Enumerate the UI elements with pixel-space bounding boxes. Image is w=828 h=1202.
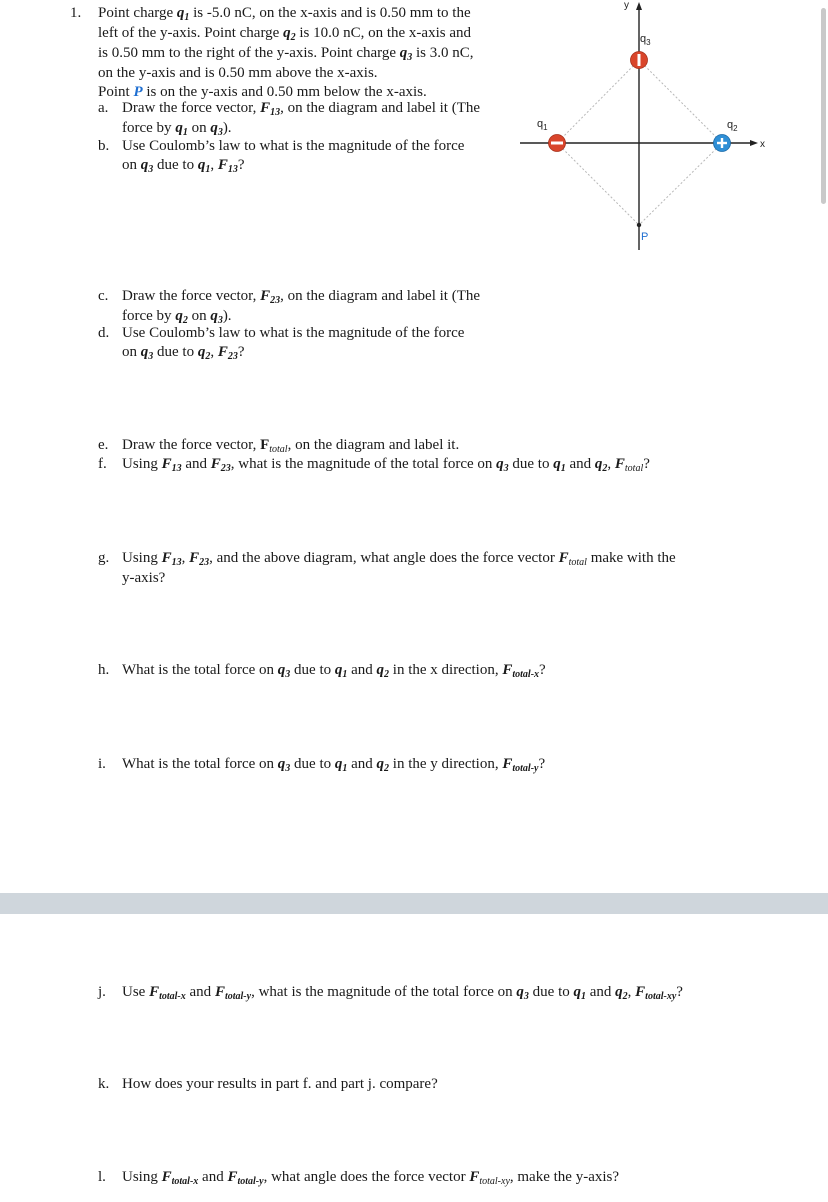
question-e: e. Draw the force vector, $F_{total}$, on the diagram and label it. bbox=[98, 437, 460, 455]
point-p bbox=[637, 223, 641, 227]
question-a: a. Draw the force vector, $F_{13}$, on the diagram and label it (The force by $q_1$ on $q_3$). bbox=[98, 100, 481, 138]
x-axis-label: x bbox=[760, 139, 765, 150]
question-d: d. Use Coulomb’s law to what is the magnitude of the force on $q_3$ due to $q_2$, $F_{23}$? bbox=[98, 325, 465, 362]
question-g: g. Using $F_{13}$, $F_{23}$, and the above diagram, what angle does the force vector $F_{total}$ make with the y-axis? bbox=[98, 550, 676, 586]
charge-diagram bbox=[520, 0, 770, 250]
scrollbar-thumb[interactable] bbox=[821, 8, 826, 204]
problem-intro bbox=[70, 4, 520, 102]
question-b: b. Use Coulomb’s law to what is the magnitude of the force on $q_3$ due to $q_1$, $F_{13}$? bbox=[98, 138, 465, 175]
q3-label: $q_3$ bbox=[640, 33, 651, 47]
question-c: c. Draw the force vector, $F_{23}$, on the diagram and label it (The force by $q_2$ on $q_3$). bbox=[98, 288, 481, 326]
y-axis-label: y bbox=[624, 0, 629, 11]
point-p-label: P bbox=[641, 231, 649, 243]
q1-label: $q_1$ bbox=[537, 118, 548, 132]
intro-line-2: left of the y-axis. Point charge $q_2$ is 10.0 nC, on the x-axis and bbox=[98, 25, 471, 43]
page-break-band bbox=[0, 893, 828, 914]
question-l: l. Using $F_{total-x}$ and $F_{total-y}$, what angle does the force vector $F_{total-xy}$, make the y-axis? bbox=[98, 1169, 620, 1187]
question-i: i. What is the total force on $q_3$ due to $q_1$ and $q_2$ in the y direction, $F_{total-y}$? bbox=[98, 756, 546, 774]
q1-minus-sign bbox=[551, 142, 563, 145]
question-j: j. Use $F_{total-x}$ and $F_{total-y}$, what is the magnitude of the total force on $q_3$ due to $q_1$ and $q_2$, $F_{total-xy}$? bbox=[98, 984, 683, 1002]
intro-line-4: on the y-axis and is 0.50 mm above the x-axis. bbox=[98, 65, 378, 81]
question-k: k. How does your results in part f. and part j. compare? bbox=[98, 1076, 438, 1092]
x-axis-arrow bbox=[750, 140, 758, 146]
scrollbar[interactable] bbox=[818, 0, 828, 210]
intro-line-5: Point P is on the y-axis and 0.50 mm below the x-axis. bbox=[98, 84, 427, 100]
problem-number: 1. bbox=[70, 5, 82, 21]
question-f: f. Using $F_{13}$ and $F_{23}$, what is the magnitude of the total force on $q_3$ due to $q_1$ and $q_2$, $F_{total}$? bbox=[98, 456, 650, 474]
y-axis-arrow bbox=[636, 2, 642, 10]
intro-line-1: Point charge $q_1$ is -5.0 nC, on the x-axis and is 0.50 mm to the bbox=[98, 5, 471, 23]
q3-minus-sign bbox=[638, 54, 641, 66]
q2-label: $q_2$ bbox=[727, 119, 738, 133]
question-h: h. What is the total force on $q_3$ due to $q_1$ and $q_2$ in the x direction, $F_{total-x}$? bbox=[98, 662, 546, 680]
intro-line-3: is 0.50 mm to the right of the y-axis. Point charge $q_3$ is 3.0 nC, bbox=[98, 45, 474, 63]
q2-plus-v bbox=[721, 138, 723, 148]
